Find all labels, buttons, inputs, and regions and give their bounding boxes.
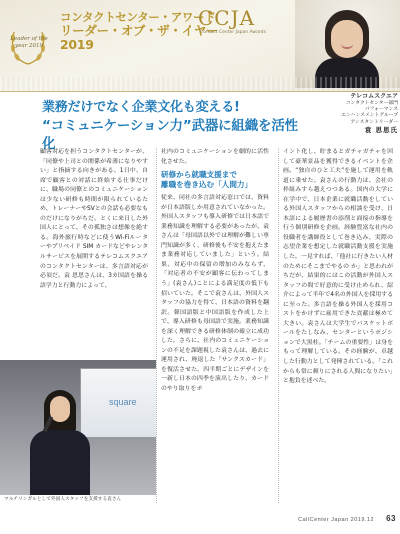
screen-brand-text: square [109,397,137,407]
honoree-name: 袁 思思氏 [364,125,398,134]
headline-line1: 業務だけでなく企業文化も変える! [42,100,240,115]
honoree-name-block [300,93,398,135]
body-column-2-text: 従来、同社の多言語対応窓口では、資料が日本語版しか用意されていなかった。外国人スタッフも導入研修では日本語で業務知識を理解する必要があったが、袁さんは「母国語以外では理解が難しい専門知識が多く、研修後も不安を抱えたまま業務対応していました」という。結果、対応中の保留の増加のみならず、「対応者の不安が顧客に伝わってしまう」(袁さん)ことによる満足度の低下も招いていた。そこで袁さんは、外国人スタッフの協力を得て、日本語の資料を翻訳。韓国語版と中国語版を作成した上で、導入研修も母国語で実施。業務知識を深く理解できる研修体制の確立に成功した。さらに、社内のコミュニケーションの不足を課題視した袁さんは、過去に運用され、廃退した「サンクスカード」を復活させた。四半期ごとにデザインを一新し日本の四季を演出したり、カードのやり取りをポ [161,195,269,393]
body-column-1 [40,148,148,358]
issue-date: 2019.12 [350,517,375,523]
column-divider [278,148,279,503]
subhead-line1: 研修から就職支援まで [161,170,237,180]
ccja-logo: CCJA [198,6,256,30]
leader-of-the-year-label: Leader of the year 2019 [10,36,48,49]
photo-caption: マルチリンガルとして外国人スタッフを支援する袁さん [4,497,122,502]
subhead-line2: 離職を巻き込む「人間力」 [161,180,253,190]
body-column-1-text: 顧客対応を担うコンタクトセンターが、「同僚や上司との関係が希薄になりやすい」と指摘する向きがある。1日中、自席で顧客との対話に終始する仕事だけに、職場の同僚とのコミュニケーションは少ない研修も時間が限られているため、トレーナーやSVとの会話も必要なものだけになりがちだ。とくに来日した外国人にとって、その孤独さは想像を絶する。海外旅行時などに使うWi-Fiルーターやプリペイド SIM カードなどやレンタルサービスを展開するテレコムスクエアのコンタクトセンターは、多言語対応が必須だ。袁 思思さんは、3カ国語を操る語学力と行動力によって、 [40,149,148,289]
award-title-line2: リーダー・オブ・ザ・イヤー2019 [60,23,219,52]
article-headline [42,99,302,153]
department-line1: コンタクトセンター部門 [345,101,398,106]
presentation-screen [80,368,156,438]
body-column-3-text: イント化し、貯まるとガチャガチャを回して豪華景品を獲得できるイベントを企画。“独自のひと工夫”を施して運用を軌道に乗せた。袁さんの行動力は、会社の枠組みすら越えつつある。国内の大学に在学中で、日本企業に就職活動をしている外国人スタッフからの相談を受け、日本語による履歴書の添削と面接の指導を行う個別研修を企画。経験豊富な社内の役職者を講師役として巻き込み、実際の志望企業を想定した就職活動支援を実施した。一見すれば、「他社に行きたい人材のためにそこまでやるの か」と思われがちだが、結果的にはこの活動が外国人スタッフの間で好意的に受け止められ、紹介によって半年で4名の外国人を採用するに至った。多言語を操る外国人を採用コストをかけずに雇用できた貢献は極めて大きい。袁さんは大学生でバスケットボールをたしなみ、センターというポジションで大黒柱。「チームの重要性」は身をもって理解している。その経験が、卓越した行動力として発揮されている。「これからも常に頼りにされる人間になりたい」と抱負を述べた。 [283,149,393,385]
award-title [60,10,220,52]
page-number: 63 [386,514,396,523]
award-title-line1: コンタクトセンター・アワード [60,10,216,24]
company-name: テレコムスクエア [350,93,398,100]
honoree-portrait-photo [295,0,400,88]
column-divider [156,148,157,503]
award-header-band [0,0,400,92]
department-line3: エンハンスメントグループ [341,113,398,119]
body-column-3 [283,148,393,488]
ccja-subtitle: Contact Center Japan Awards [200,30,266,35]
page-footer [250,514,396,523]
body-column-2 [161,148,269,488]
department-line4: アシスタントリーダー [350,119,398,125]
body-column-2-intro: 社内のコミュニケーションを劇的に活性化させた。 [161,149,269,165]
publication-name: CallCenter Japan [298,517,349,523]
event-photo [0,360,156,495]
department-line2: パフォーマンス [364,107,398,113]
section-subhead [161,170,269,190]
headline-line2: “コミュニケーション力”武器に組織を活性化 [42,118,298,152]
